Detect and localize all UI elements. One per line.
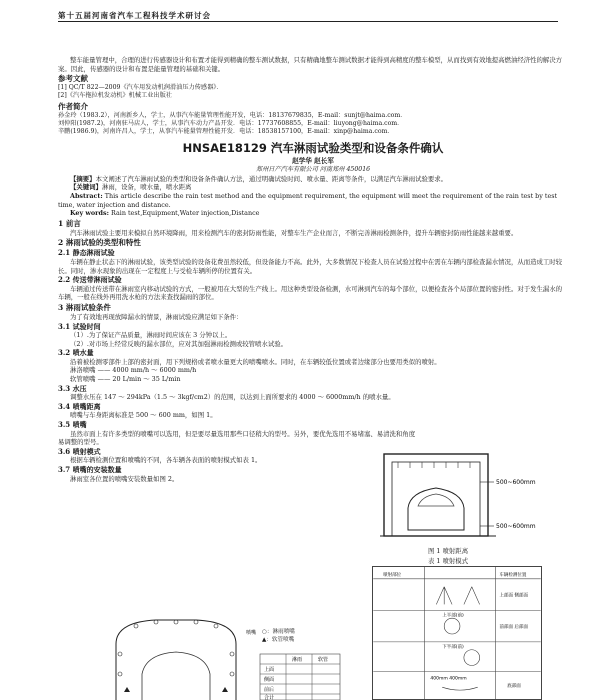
table-1-header-col3: 车辆检测位置 [499, 572, 527, 578]
section-2-1-text: 车辆在静止状态下的淋雨试验，该类型试验的设备花费虽然较低，但设备能力不高。此外，大多数情况下检查人员在试验过程中在需在车辆内部检查漏水情况，从而造成工时较长。同时，渗水现象的出现在一定程度上与受检车辆所停的位置有关。 [58, 257, 563, 275]
abstract-en-text: This article describe the rain test method and the equipment requirement, the equipment will meet the requirement of the rain test by test time, water injection and distance. [58, 191, 558, 209]
section-2-1-heading: 2.1 静态淋雨试验 [58, 248, 115, 258]
section-3-5-text: 虽然市面上有许多类型的喷嘴可以选用，但是要尽量选用那些口径稍大的型号。另外，要优先选用不易堵塞、易清洗和角度易调整的型号。 [58, 429, 416, 447]
booth-frame-inner [392, 462, 480, 536]
author-bio-2: 刘仲阳(1987.2)，河南驻马店人，学士，从事汽车动力产品开发．电话：17737608855，E-mail：liuyong@haima.com． [58, 119, 404, 127]
spec-hose-label: 软管喷嘴 [70, 375, 96, 384]
section-2-heading: 2 淋雨试验的类型和特性 [58, 238, 141, 248]
section-3-7-text: 淋雨室各位置的喷嘴安装数量如图 2。 [70, 474, 179, 483]
section-2-2-heading: 2.2 传送带淋雨试验 [58, 275, 122, 285]
legend-shower-nozzle: ○：淋雨喷嘴 [262, 629, 295, 635]
table-1-spray-modes [372, 566, 542, 700]
table-1-header-col1: 喷射部位 [383, 572, 402, 578]
section-3-1-item-1: （1）.为了保证产品质量，淋雨时间应该在 3 分钟以上。 [70, 331, 232, 340]
keywords-cn [58, 183, 568, 192]
fig2-row-total: 合计 [264, 695, 275, 700]
figure-1-caption: 图 1 喷射距离 [428, 547, 469, 555]
car-front-icon [142, 652, 210, 700]
author-bio-1: 孙金玲（1983.2），河南新乡人，学士，从事汽车能量管理性能开发，电话：18137679835，E-mail：sunjt@haima.com． [58, 111, 407, 119]
shower-nozzle-markers [118, 620, 234, 676]
page-body [58, 56, 568, 483]
fig2-row-top: 上面 [264, 667, 275, 673]
header-rule [58, 21, 558, 22]
dim-label-top: 500~600mm [496, 479, 536, 486]
ref-1: [1] QC/T 822—2009《汽车用发动机润滑油压力传感器》． [58, 84, 223, 92]
article-authors: 赵学华 赵长军 [292, 157, 334, 166]
spray-pattern-icons [436, 587, 479, 690]
dim-label-bottom: 500~600mm [496, 523, 536, 530]
fig2-col-shower: 淋雨 [292, 657, 303, 663]
section-3-7-heading: 3.7 喷嘴的安装数量 [58, 465, 122, 475]
table-1-row2-c2: 上半部(前) [442, 613, 464, 619]
article-title: HNSAE18129 汽车淋雨试验类型和设备条件确认 [182, 141, 444, 156]
abstract-cn-text: 本文阐述了汽车淋雨试验的类型和设备条件确认方法，通过明确试验时间、喷水量、距离等条件，以满足汽车淋雨试验要求。 [95, 174, 448, 183]
keywords-en-text: Rain test,Equipment,Water injection,Distance [111, 209, 260, 218]
keywords-en-label: Key words: [70, 209, 109, 218]
spec-hose-nozzle [58, 375, 418, 384]
section-3-5-heading: 3.5 喷嘴 [58, 420, 87, 430]
keywords-en [58, 209, 568, 218]
fig2-note: 喷嘴 [246, 630, 257, 636]
section-3-heading: 3 淋雨试验条件 [58, 302, 111, 312]
figure-1-spray-distance [378, 448, 536, 544]
spec-hose-value: —— 20 L/min ～ 35 L/min [97, 375, 181, 384]
hose-nozzle-markers [124, 687, 228, 692]
table-1-caption: 表 1 喷射模式 [428, 557, 469, 565]
keywords-cn-label: 【关键词】 [70, 183, 102, 192]
section-2-2-text: 车辆通过传送带在淋雨室内移动试验的方式，一般被用在大型的生产线上。用这种类型设备检测，水可淋到汽车的每个部位，以便检查各个局部位置的密封性。对于发生漏水的车辆，一般在线外再用洗水枪的方法来查找漏雨的部位。 [58, 284, 563, 302]
abstract-en [58, 192, 568, 209]
authors-heading: 作者简介 [58, 101, 88, 111]
spec-shower-label: 淋洛喷嘴 [70, 366, 96, 375]
section-3-1-item-2: （2）.对市场上经常反映的漏水部位，应对其加强淋雨检测或较管喷水试验。 [70, 339, 287, 348]
booth-frame-outer [384, 454, 488, 536]
nozzle-row-top [398, 462, 470, 468]
section-3-4-heading: 3.4 喷嘴距离 [58, 401, 101, 411]
article-affiliation: 郑州日产汽车有限公司 河南郑州 450016 [255, 166, 371, 174]
car-window-icon [418, 494, 454, 506]
table-1-row3-c2: 下半部(前) [442, 644, 464, 650]
fig2-col-hose: 软管 [318, 657, 329, 663]
table-1-row4-c2: 400mm 400mm [430, 676, 467, 682]
section-3-3-heading: 3.3 水压 [58, 383, 87, 393]
journal-header: 第十五届河南省汽车工程科技学术研讨会 [58, 11, 211, 20]
fig2-row-frontrear: 前后 [264, 687, 275, 693]
refs-heading: 参考文献 [58, 74, 88, 84]
section-1-heading: 1 前言 [58, 218, 81, 228]
figure-2-nozzle-layout [96, 614, 346, 700]
table-1-row1-c3: 上部面 侧部面 [499, 593, 528, 599]
keywords-cn-text: 淋雨，设备，喷水量，喷水距离 [101, 183, 192, 192]
section-3-6-heading: 3.6 喷射模式 [58, 446, 101, 456]
section-3-2-heading: 3.2 喷水量 [58, 348, 94, 358]
ref-2: [2]《汽车拖拉机发动机》机械工业出版社 [58, 92, 172, 100]
section-3-1-heading: 3.1 试验时间 [58, 321, 101, 331]
section-3-4-text: 喷嘴与车身距离标准是 500 ～ 600 mm，如图 1。 [70, 411, 217, 420]
author-bio-3: 辛鹏(1986.9)，河南许昌人，学士，从事汽车能量管理性能开发．电话：18538157100，E-mail：xinp@haima.com． [58, 128, 394, 135]
prev-conclusion: 整车能量管理中，合理的进行传感器设计和布置才能得到精确的整车测试数据，只有精确地整车测试数据才能得到高精度的整车模型，从而找到有效地提高燃油经济性的解决方案。因此，传感器的设计和布置是能量管理的基础和关键。 [58, 56, 563, 73]
section-3-3-text: 调整水压在 147 ～ 294kPa（1.5 ～ 3kgf/cm2）的范围，以达到上面所要求的 4000 ～ 6000mm/h 的喷水量。 [70, 393, 395, 402]
table-1-row2-c3: 前部面 后部面 [499, 625, 528, 631]
section-3-text: 为了有效地再现放障漏水的情景，淋雨试验应满足如下条件： [70, 312, 243, 321]
booth-arch [116, 620, 236, 700]
fig2-row-side: 侧面 [264, 677, 275, 683]
spec-shower-value: —— 4000 mm/h ～ 6000 mm/h [97, 366, 197, 375]
figure-2-legend [262, 628, 295, 644]
spec-shower-nozzle [58, 366, 418, 375]
abstract-cn-label: 【摘要】 [70, 174, 96, 183]
section-1-text: 汽车淋雨试验主要用来模拟自然环境降雨，用来检测汽车的密封防雨性能，对整车生产企业而言，不断完善淋雨检测条件，提升车辆密封防雨性能越来越重要。 [70, 228, 518, 237]
section-3-6-text: 根据车辆检测位置和喷嘴的不同，各车辆各表面的喷射模式如表 1。 [70, 456, 262, 465]
abstract-en-label: Abstract: [70, 191, 103, 200]
table-1-row4-c3: 底部面 [507, 684, 521, 690]
legend-hose-nozzle: ▲：软管喷嘴 [262, 637, 295, 643]
section-3-2-text: 沿着被检测零部件上部的密封面，用下列规格或者喷水量更大的喷嘴喷水。同时，在车辆较低位置或者边缘部分也要用类似的喷射。 [70, 357, 441, 366]
